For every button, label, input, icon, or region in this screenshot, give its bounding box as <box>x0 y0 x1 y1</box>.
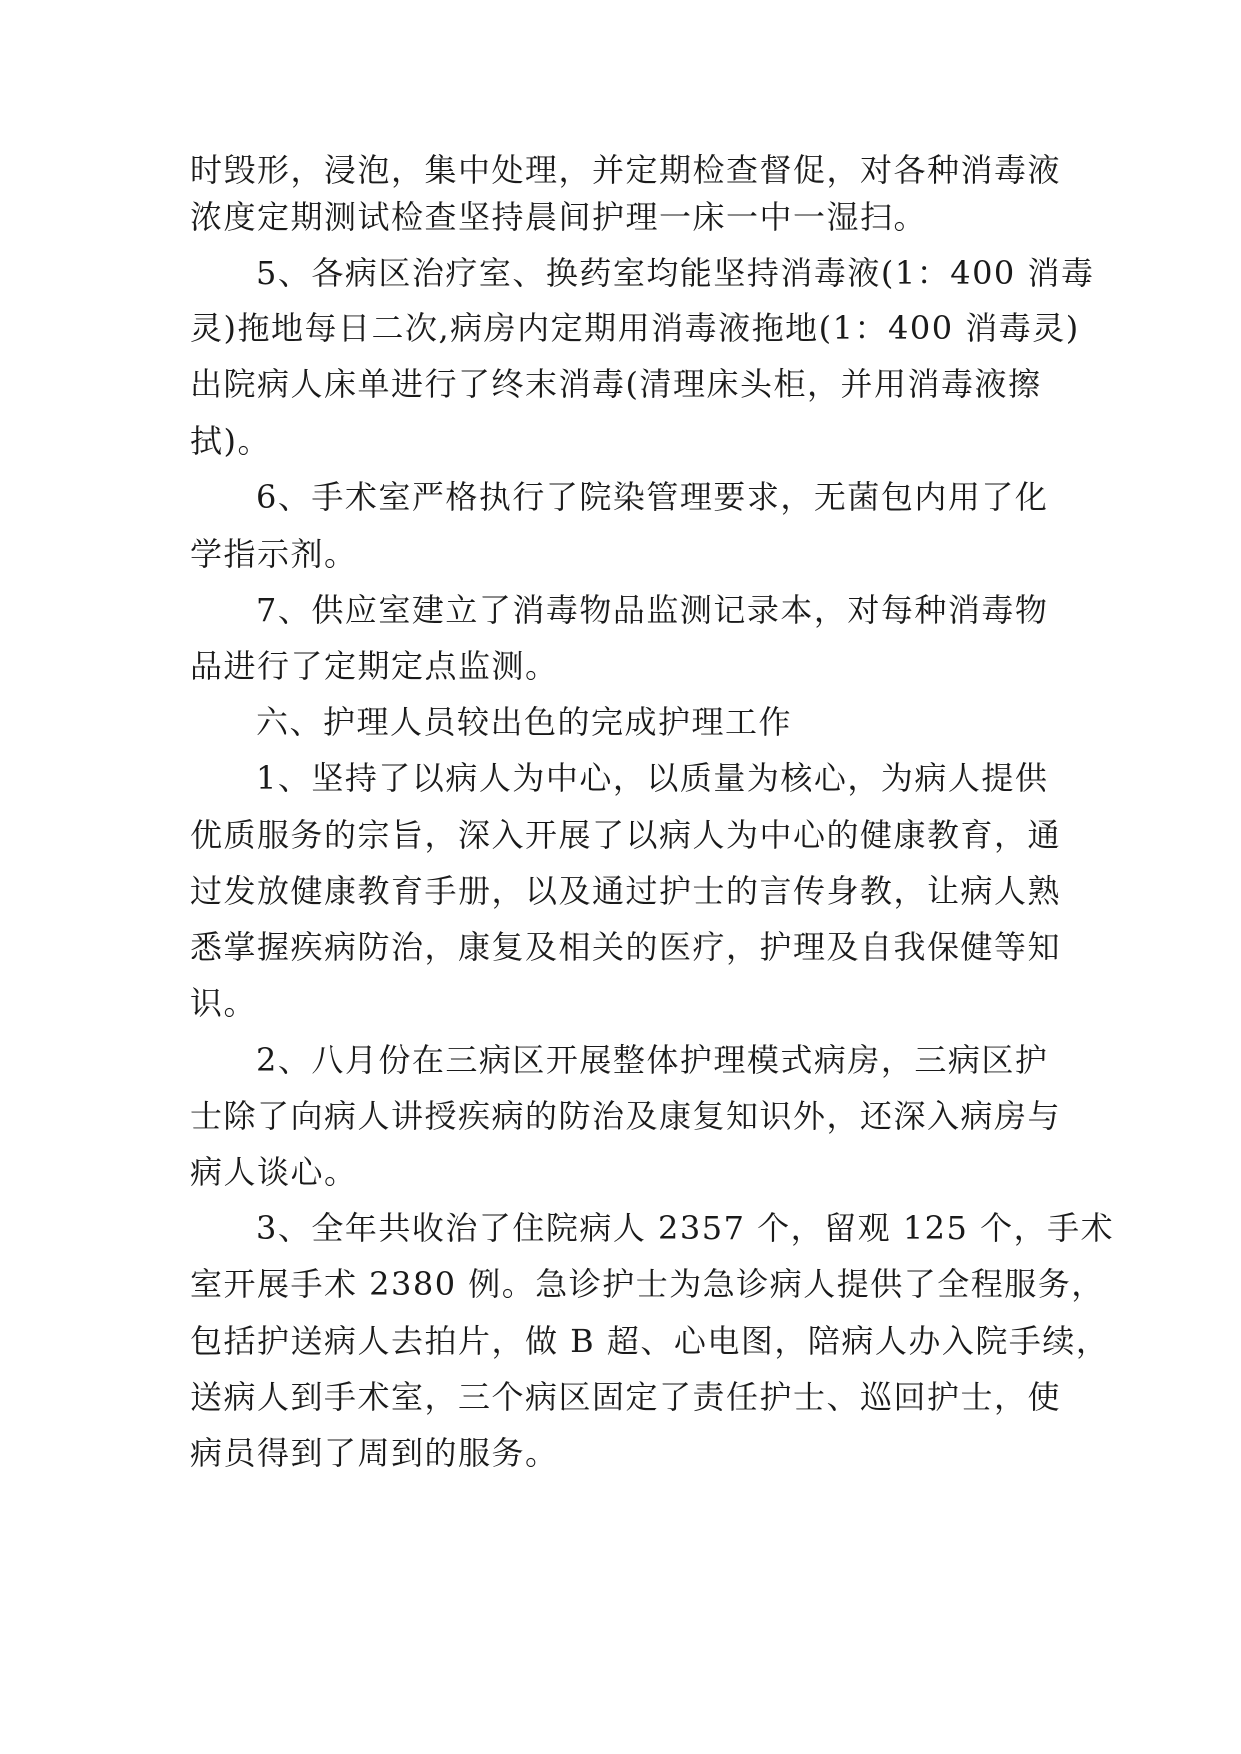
paragraph-5-start: 5、各病区治疗室、换药室均能坚持消毒液(1：400 消毒 <box>256 254 1095 292</box>
text-line: 室开展手术 2380 例。急诊护士为急诊病人提供了全程服务， <box>190 1265 1105 1303</box>
text-line: 悉掌握疾病防治，康复及相关的医疗，护理及自我保健等知 <box>190 928 1062 966</box>
section-heading: 六、护理人员较出色的完成护理工作 <box>256 703 793 741</box>
text-line: 送病人到手术室，三个病区固定了责任护士、巡回护士，使 <box>190 1378 1062 1416</box>
paragraph-7-start: 7、供应室建立了消毒物品监测记录本，对每种消毒物 <box>256 591 1049 629</box>
text-line: 学指示剂。 <box>190 535 358 573</box>
text-line: 优质服务的宗旨，深入开展了以病人为中心的健康教育，通 <box>190 816 1062 854</box>
text-line: 出院病人床单进行了终末消毒(清理床头柜，并用消毒液擦 <box>190 365 1042 403</box>
text-line: 品进行了定期定点监测。 <box>190 647 559 685</box>
paragraph-6-start: 6、手术室严格执行了院染管理要求，无菌包内用了化 <box>256 478 1049 516</box>
paragraph-2-start: 2、八月份在三病区开展整体护理模式病房，三病区护 <box>256 1041 1049 1079</box>
paragraph-3-start: 3、全年共收治了住院病人 2357 个，留观 125 个，手术 <box>256 1209 1115 1247</box>
text-line: 病员得到了周到的服务。 <box>190 1434 559 1472</box>
text-line: 灵)拖地每日二次,病房内定期用消毒液拖地(1：400 消毒灵) <box>190 309 1080 347</box>
text-line: 过发放健康教育手册，以及通过护士的言传身教，让病人熟 <box>190 872 1062 910</box>
text-line: 拭)。 <box>190 422 271 460</box>
text-line: 包括护送病人去拍片，做 B 超、心电图，陪病人办入院手续， <box>190 1322 1110 1360</box>
paragraph-1-start: 1、坚持了以病人为中心，以质量为核心，为病人提供 <box>256 759 1049 797</box>
text-line: 浓度定期测试检查坚持晨间护理一床一中一湿扫。 <box>190 198 928 236</box>
text-line: 识。 <box>190 984 258 1022</box>
text-line: 病人谈心。 <box>190 1153 358 1191</box>
text-line: 士除了向病人讲授疾病的防治及康复知识外，还深入病房与 <box>190 1097 1062 1135</box>
text-line: 时毁形，浸泡，集中处理，并定期检查督促，对各种消毒液 <box>190 151 1062 189</box>
